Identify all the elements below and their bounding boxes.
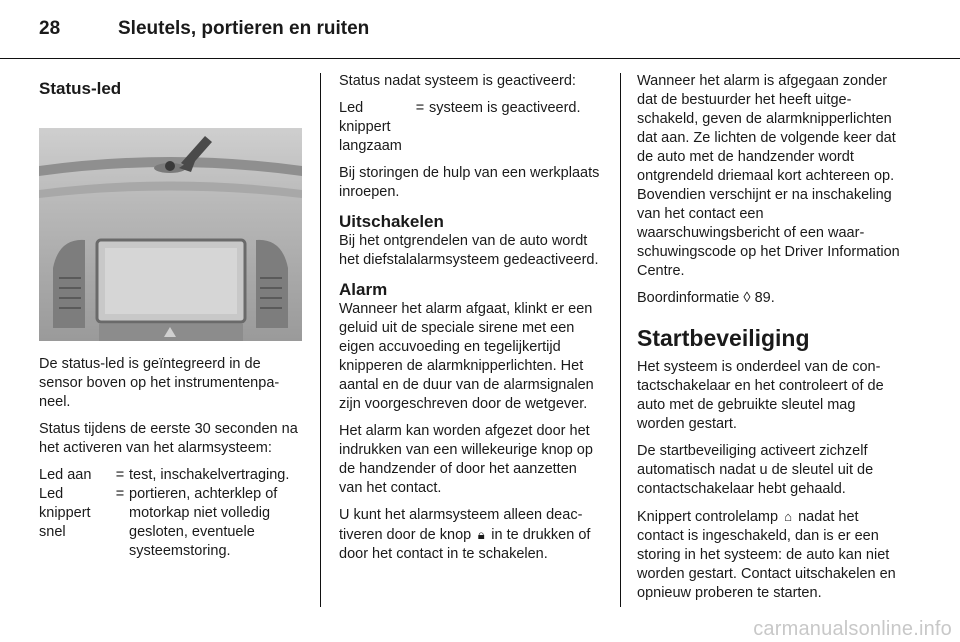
page-reference-arrow-icon: ◊ <box>743 290 751 306</box>
paragraph-alarm-aftermath: Wanneer het alarm is afgegaan zonder dat de bestuurder het heeft uitgeschakeld, geven de alarmknipperlichten dat aan. Ze lichten de volgende keer dat de auto met de handzender wordt ontgrendeld driemaal kort achtereen op. Bovendien verschijnt er na inschakeling van het contact een waarschuwingsbericht of een waarschuwingscode op het Driver Information Centre. <box>637 73 900 279</box>
status-eq: = <box>415 100 425 116</box>
column-2 <box>339 72 604 572</box>
column-1 <box>39 72 304 569</box>
paragraph-storing: Bij storingen de hulp van een werkplaats inroepen. <box>339 165 600 200</box>
section-heading-uitschakelen: Uitschakelen <box>339 212 444 231</box>
status-eq: = <box>115 467 125 483</box>
column-divider-1 <box>320 73 321 607</box>
watermark: carmanualsonline.info <box>753 618 952 640</box>
column-divider-2 <box>620 73 621 607</box>
status-table-2 <box>339 99 604 156</box>
status-value: systeem is geactiveerd. <box>429 100 581 116</box>
paragraph-start-2: De startbeveiliging activeert zichzelf automatisch nadat u de sleutel uit de contactschakelaar hebt gehaald. <box>637 443 874 497</box>
status-key: Led knippert snel <box>39 486 91 540</box>
immobiliser-warning-icon: ⌂ <box>784 509 792 524</box>
page-number: 28 <box>39 18 61 39</box>
header-rule <box>0 58 960 59</box>
status-value: test, inschakelvertraging. <box>129 467 290 483</box>
paragraph-status-activated: Status nadat systeem is geactiveerd: <box>339 73 576 89</box>
section-heading-alarm: Alarm <box>339 280 388 299</box>
paragraph-alarm-3: U kunt het alarmsysteem alleen deactiveren door de knop 🔒︎ in te drukken of door het contact in te schakelen. <box>339 507 591 562</box>
paragraph-start-3: Knippert controlelamp ⌂ nadat het contact is ingeschakeld, dan is er een storing in het systeem: de auto kan niet worden gestart. Contact uitschakelen en opnieuw proberen te starten. <box>637 509 896 601</box>
status-eq: = <box>115 486 125 502</box>
page-header <box>39 18 369 40</box>
column-3 <box>637 72 902 611</box>
paragraph-uitschakelen: Bij het ontgrendelen van de auto wordt het diefstalalarmsysteem gedeactiveerd. <box>339 233 599 268</box>
status-key: Led knippert langzaam <box>339 100 402 154</box>
section-heading-status-led: Status-led <box>39 79 122 98</box>
paragraph-led-integrated: De status-led is geïntegreerd in de sensor boven op het instrumentenpaneel. <box>39 356 280 410</box>
paragraph-alarm-2: Het alarm kan worden afgezet door het indrukken van een willekeurige knop op de handzender of door het aanzetten van het contact. <box>339 423 593 496</box>
status-table-1 <box>39 466 304 561</box>
lock-button-icon: 🔒︎ <box>477 527 485 542</box>
section-heading-startbeveiliging: Startbeveiliging <box>637 325 810 351</box>
page-title: Sleutels, portieren en ruiten <box>118 18 370 39</box>
paragraph-start-1: Het systeem is onderdeel van de contactschakelaar en het controleert of de auto met de gebruikte sleutel mag worden gestart. <box>637 359 884 432</box>
paragraph-alarm-1: Wanneer het alarm afgaat, klinkt er een geluid uit de speciale sirene met een eigen accuvoeding en tegelijkertijd knipperen de alarmknipperlichten. Het aantal en de duur van de alarmsignalen zijn voorgeschreven door de wetgever. <box>339 301 594 412</box>
paragraph-boordinformatie-ref: Boordinformatie ◊ 89. <box>637 290 775 306</box>
status-key: Led aan <box>39 467 92 483</box>
paragraph-status-first-30s: Status tijdens de eerste 30 seconden na het activeren van het alarmsysteem: <box>39 421 298 456</box>
status-value: portieren, achterklep of motorkap niet volledig gesloten, eventuele systeemstoring. <box>129 486 278 559</box>
dashboard-photo <box>39 128 302 341</box>
